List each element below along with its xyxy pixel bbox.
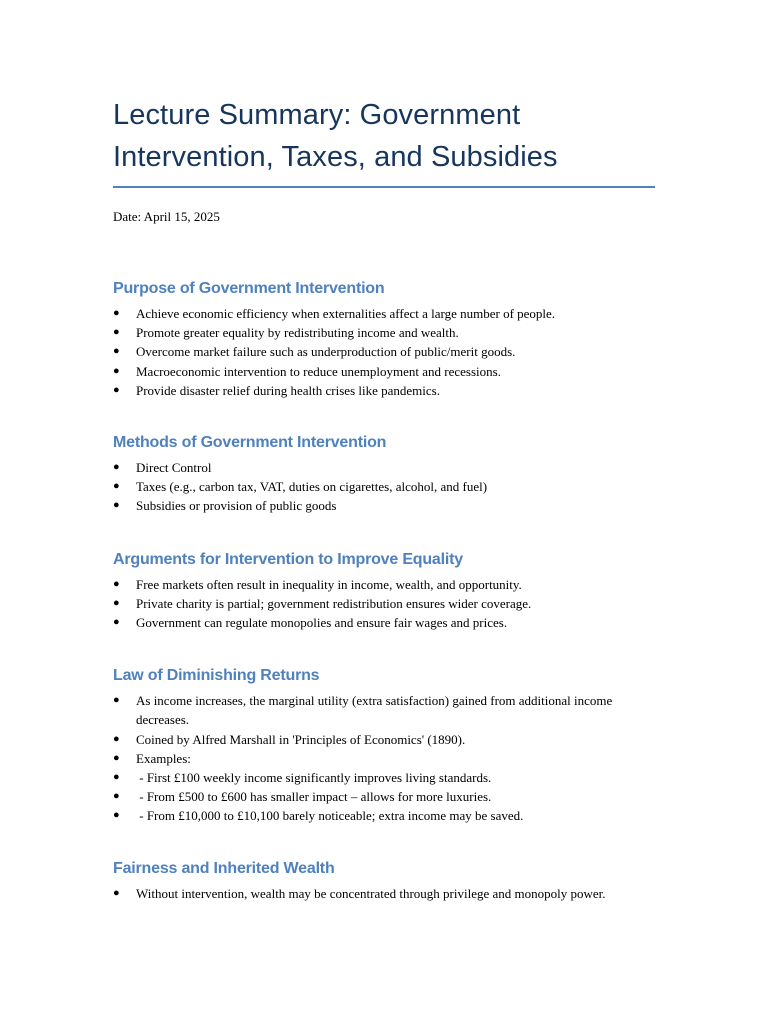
list-item-text: - First £100 weekly income significantly improves living standards. [136, 770, 492, 786]
section-diminishing-returns [113, 666, 655, 825]
bullet-list [113, 458, 655, 516]
bullet-icon: ● [113, 596, 120, 609]
list-item-text: Free markets often result in inequality in income, wealth, and opportunity. [136, 576, 522, 592]
bullet-icon: ● [113, 751, 120, 764]
list-item [113, 458, 643, 477]
section-fairness [113, 859, 655, 903]
section-purpose [113, 279, 655, 400]
bullet-icon: ● [113, 771, 120, 784]
list-item [113, 787, 643, 806]
list-item-text: Examples: [136, 750, 191, 766]
list-item [113, 381, 643, 400]
bullet-list [113, 691, 655, 825]
bullet-icon: ● [113, 326, 120, 339]
list-item [113, 304, 643, 323]
list-item-text: Without intervention, wealth may be concentrated through privilege and monopoly power. [136, 885, 606, 901]
list-item [113, 342, 643, 361]
list-item [113, 362, 643, 381]
list-item-text: Promote greater equality by redistributing income and wealth. [136, 325, 459, 341]
bullet-icon: ● [113, 790, 120, 803]
bullet-icon: ● [113, 732, 120, 745]
bullet-icon: ● [113, 307, 120, 319]
bullet-icon: ● [113, 499, 120, 512]
list-item-text: Macroeconomic intervention to reduce unemployment and recessions. [136, 363, 501, 379]
section-heading: Methods of Government Intervention [113, 434, 387, 452]
bullet-icon: ● [113, 886, 120, 899]
section-heading: Fairness and Inherited Wealth [113, 859, 335, 877]
list-item [113, 768, 643, 787]
bullet-list [113, 884, 655, 903]
bullet-icon: ● [113, 809, 120, 822]
list-item [113, 323, 643, 342]
document-date: Date: April 15, 2025 [113, 209, 220, 224]
section-heading: Purpose of Government Intervention [113, 280, 385, 297]
list-item-text: Government can regulate monopolies and ensure fair wages and prices. [136, 615, 508, 631]
section-methods [113, 433, 655, 516]
section-arguments [113, 550, 655, 633]
bullet-icon: ● [113, 364, 120, 377]
list-item [113, 496, 643, 515]
section-heading: Arguments for Intervention to Improve Equality [113, 550, 463, 568]
bullet-icon: ● [113, 694, 120, 707]
list-item [113, 594, 643, 613]
list-item [113, 613, 643, 632]
list-item [113, 575, 643, 594]
list-item [113, 691, 643, 729]
list-item-text: - From £10,000 to £10,100 barely noticeable; extra income may be saved. [136, 808, 524, 824]
list-item-text: - From £500 to £600 has smaller impact – allows for more luxuries. [136, 789, 492, 805]
list-item-text: Taxes (e.g., carbon tax, VAT, duties on cigarettes, alcohol, and fuel) [136, 479, 488, 495]
list-item-text: Provide disaster relief during health crises like pandemics. [136, 382, 440, 398]
list-item-text: As income increases, the marginal utility (extra satisfaction) gained from additional income decreases. [136, 693, 613, 728]
bullet-icon: ● [113, 480, 120, 493]
list-item-text: Subsidies or provision of public goods [136, 498, 337, 514]
section-heading: Law of Diminishing Returns [113, 667, 320, 685]
list-item [113, 730, 643, 749]
bullet-icon: ● [113, 616, 120, 629]
list-item [113, 806, 643, 825]
list-item-text: Direct Control [136, 460, 212, 476]
bullet-icon: ● [113, 383, 120, 396]
list-item [113, 884, 643, 903]
bullet-icon: ● [113, 461, 120, 474]
bullet-icon: ● [113, 345, 120, 358]
list-item-text: Coined by Alfred Marshall in 'Principles of Economics' (1890). [136, 731, 466, 747]
list-item-text: Overcome market failure such as underproduction of public/merit goods. [136, 344, 516, 360]
bullet-list [113, 304, 655, 400]
bullet-list [113, 575, 655, 633]
list-item-text: Achieve economic efficiency when externalities affect a large number of people. [136, 306, 556, 321]
document-title: Lecture Summary: Government Intervention, Taxes, and Subsidies [113, 99, 558, 173]
list-item [113, 749, 643, 768]
title-divider [113, 186, 655, 188]
bullet-icon: ● [113, 577, 120, 590]
list-item [113, 477, 643, 496]
list-item-text: Private charity is partial; government redistribution ensures wider coverage. [136, 595, 532, 611]
